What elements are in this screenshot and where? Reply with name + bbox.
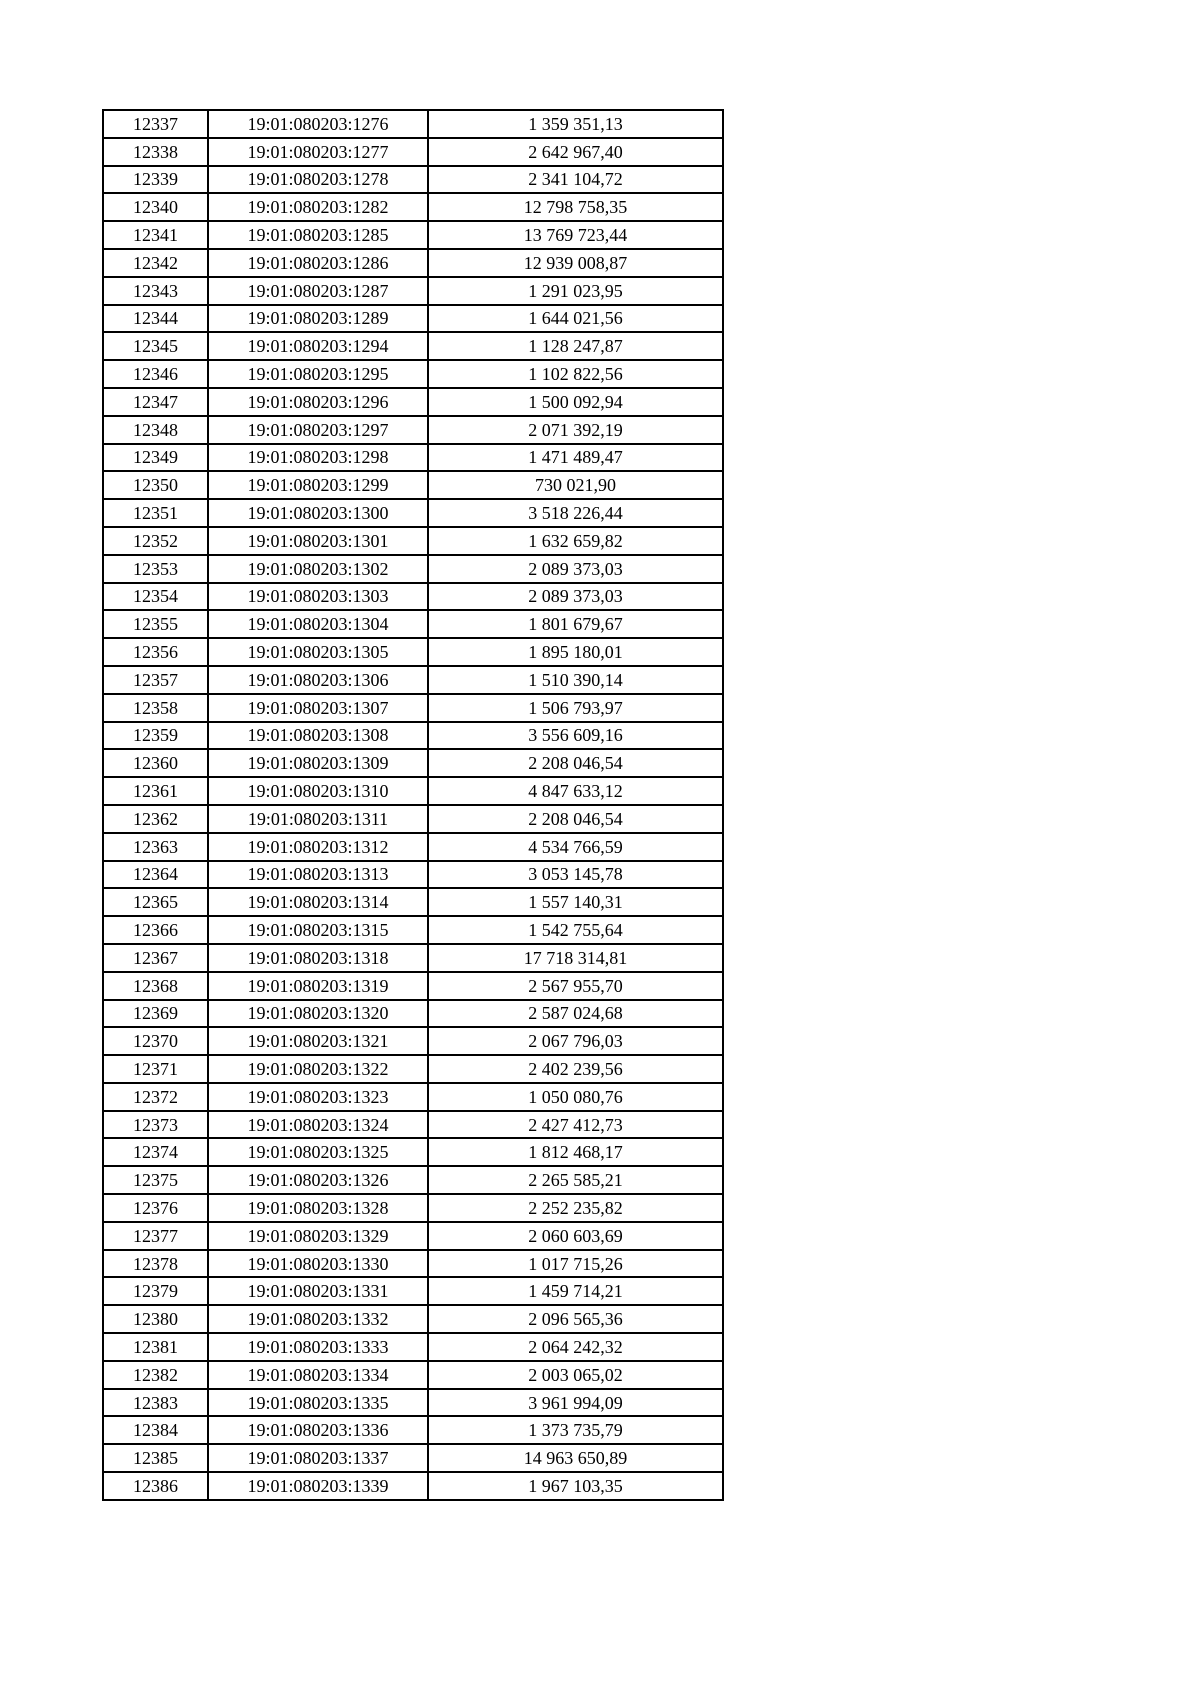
row-number-cell: 12351	[103, 499, 208, 527]
row-number-cell: 12385	[103, 1444, 208, 1472]
cadastral-number-cell: 19:01:080203:1285	[208, 221, 428, 249]
table-row	[103, 944, 723, 972]
row-number-cell: 12342	[103, 249, 208, 277]
table-row	[103, 1389, 723, 1417]
cadastral-number-cell: 19:01:080203:1326	[208, 1166, 428, 1194]
cadastral-value-cell: 1 632 659,82	[428, 527, 723, 555]
table-row	[103, 277, 723, 305]
cadastral-value-cell: 1 128 247,87	[428, 332, 723, 360]
cadastral-value-cell: 1 291 023,95	[428, 277, 723, 305]
cadastral-value-cell: 2 089 373,03	[428, 555, 723, 583]
table-row	[103, 471, 723, 499]
cadastral-number-cell: 19:01:080203:1296	[208, 388, 428, 416]
table-row	[103, 777, 723, 805]
row-number-cell: 12348	[103, 416, 208, 444]
cadastral-value-cell: 2 341 104,72	[428, 166, 723, 194]
cadastral-number-cell: 19:01:080203:1336	[208, 1416, 428, 1444]
table-row	[103, 1416, 723, 1444]
cadastral-value-cell: 3 556 609,16	[428, 722, 723, 750]
cadastral-value-cell: 2 427 412,73	[428, 1111, 723, 1139]
row-number-cell: 12354	[103, 583, 208, 611]
cadastral-number-cell: 19:01:080203:1337	[208, 1444, 428, 1472]
cadastral-value-cell: 1 050 080,76	[428, 1083, 723, 1111]
cadastral-value-cell: 12 939 008,87	[428, 249, 723, 277]
row-number-cell: 12337	[103, 110, 208, 138]
row-number-cell: 12339	[103, 166, 208, 194]
cadastral-number-cell: 19:01:080203:1282	[208, 193, 428, 221]
cadastral-number-cell: 19:01:080203:1308	[208, 722, 428, 750]
cadastral-value-cell: 2 064 242,32	[428, 1333, 723, 1361]
row-number-cell: 12340	[103, 193, 208, 221]
table-row	[103, 583, 723, 611]
cadastral-number-cell: 19:01:080203:1323	[208, 1083, 428, 1111]
cadastral-number-cell: 19:01:080203:1286	[208, 249, 428, 277]
cadastral-number-cell: 19:01:080203:1276	[208, 110, 428, 138]
table-row	[103, 527, 723, 555]
row-number-cell: 12383	[103, 1389, 208, 1417]
cadastral-value-cell: 1 644 021,56	[428, 305, 723, 333]
table-row	[103, 1055, 723, 1083]
table-row	[103, 1333, 723, 1361]
cadastral-number-cell: 19:01:080203:1304	[208, 610, 428, 638]
table-row	[103, 1000, 723, 1028]
table-row	[103, 193, 723, 221]
cadastral-number-cell: 19:01:080203:1320	[208, 1000, 428, 1028]
cadastral-number-cell: 19:01:080203:1314	[208, 888, 428, 916]
table-row	[103, 1250, 723, 1278]
table-row	[103, 1277, 723, 1305]
cadastral-value-cell: 1 102 822,56	[428, 360, 723, 388]
cadastral-number-cell: 19:01:080203:1310	[208, 777, 428, 805]
row-number-cell: 12377	[103, 1222, 208, 1250]
row-number-cell: 12359	[103, 722, 208, 750]
table-row	[103, 166, 723, 194]
row-number-cell: 12346	[103, 360, 208, 388]
cadastral-number-cell: 19:01:080203:1297	[208, 416, 428, 444]
row-number-cell: 12367	[103, 944, 208, 972]
row-number-cell: 12384	[103, 1416, 208, 1444]
row-number-cell: 12344	[103, 305, 208, 333]
table-row	[103, 666, 723, 694]
cadastral-number-cell: 19:01:080203:1333	[208, 1333, 428, 1361]
cadastral-number-cell: 19:01:080203:1330	[208, 1250, 428, 1278]
cadastral-value-table	[102, 109, 724, 1501]
cadastral-value-cell: 2 208 046,54	[428, 749, 723, 777]
cadastral-number-cell: 19:01:080203:1305	[208, 638, 428, 666]
cadastral-number-cell: 19:01:080203:1294	[208, 332, 428, 360]
row-number-cell: 12343	[103, 277, 208, 305]
cadastral-value-cell: 2 208 046,54	[428, 805, 723, 833]
table-row	[103, 861, 723, 889]
cadastral-value-cell: 2 071 392,19	[428, 416, 723, 444]
row-number-cell: 12364	[103, 861, 208, 889]
cadastral-number-cell: 19:01:080203:1306	[208, 666, 428, 694]
row-number-cell: 12352	[103, 527, 208, 555]
cadastral-number-cell: 19:01:080203:1318	[208, 944, 428, 972]
cadastral-value-cell: 17 718 314,81	[428, 944, 723, 972]
table-row	[103, 388, 723, 416]
cadastral-number-cell: 19:01:080203:1312	[208, 833, 428, 861]
cadastral-value-cell: 730 021,90	[428, 471, 723, 499]
cadastral-number-cell: 19:01:080203:1332	[208, 1305, 428, 1333]
cadastral-number-cell: 19:01:080203:1289	[208, 305, 428, 333]
row-number-cell: 12358	[103, 694, 208, 722]
table-row	[103, 555, 723, 583]
row-number-cell: 12355	[103, 610, 208, 638]
cadastral-value-cell: 1 542 755,64	[428, 916, 723, 944]
cadastral-number-cell: 19:01:080203:1299	[208, 471, 428, 499]
table-row	[103, 805, 723, 833]
cadastral-value-cell: 1 510 390,14	[428, 666, 723, 694]
row-number-cell: 12371	[103, 1055, 208, 1083]
cadastral-number-cell: 19:01:080203:1298	[208, 444, 428, 472]
row-number-cell: 12366	[103, 916, 208, 944]
table-row	[103, 305, 723, 333]
row-number-cell: 12375	[103, 1166, 208, 1194]
table-row	[103, 888, 723, 916]
row-number-cell: 12379	[103, 1277, 208, 1305]
row-number-cell: 12360	[103, 749, 208, 777]
cadastral-value-cell: 4 534 766,59	[428, 833, 723, 861]
cadastral-number-cell: 19:01:080203:1277	[208, 138, 428, 166]
row-number-cell: 12373	[103, 1111, 208, 1139]
table-row	[103, 110, 723, 138]
row-number-cell: 12349	[103, 444, 208, 472]
cadastral-value-cell: 1 506 793,97	[428, 694, 723, 722]
cadastral-number-cell: 19:01:080203:1331	[208, 1277, 428, 1305]
cadastral-value-cell: 3 961 994,09	[428, 1389, 723, 1417]
cadastral-value-cell: 1 471 489,47	[428, 444, 723, 472]
table-row	[103, 972, 723, 1000]
table-body	[103, 110, 723, 1500]
row-number-cell: 12362	[103, 805, 208, 833]
cadastral-value-cell: 14 963 650,89	[428, 1444, 723, 1472]
table-row	[103, 1305, 723, 1333]
cadastral-number-cell: 19:01:080203:1319	[208, 972, 428, 1000]
row-number-cell: 12369	[103, 1000, 208, 1028]
row-number-cell: 12356	[103, 638, 208, 666]
row-number-cell: 12353	[103, 555, 208, 583]
table-row	[103, 722, 723, 750]
cadastral-value-cell: 1 500 092,94	[428, 388, 723, 416]
table-row	[103, 638, 723, 666]
cadastral-value-cell: 2 096 565,36	[428, 1305, 723, 1333]
cadastral-number-cell: 19:01:080203:1334	[208, 1361, 428, 1389]
cadastral-value-cell: 1 812 468,17	[428, 1138, 723, 1166]
cadastral-number-cell: 19:01:080203:1321	[208, 1027, 428, 1055]
cadastral-value-cell: 3 518 226,44	[428, 499, 723, 527]
row-number-cell: 12338	[103, 138, 208, 166]
cadastral-number-cell: 19:01:080203:1335	[208, 1389, 428, 1417]
table-row	[103, 1361, 723, 1389]
table-row	[103, 138, 723, 166]
table-row	[103, 416, 723, 444]
row-number-cell: 12374	[103, 1138, 208, 1166]
cadastral-value-cell: 2 089 373,03	[428, 583, 723, 611]
table-row	[103, 749, 723, 777]
table-row	[103, 1472, 723, 1500]
row-number-cell: 12378	[103, 1250, 208, 1278]
row-number-cell: 12361	[103, 777, 208, 805]
cadastral-number-cell: 19:01:080203:1278	[208, 166, 428, 194]
row-number-cell: 12381	[103, 1333, 208, 1361]
cadastral-value-cell: 2 265 585,21	[428, 1166, 723, 1194]
cadastral-number-cell: 19:01:080203:1322	[208, 1055, 428, 1083]
cadastral-value-cell: 2 067 796,03	[428, 1027, 723, 1055]
table-row	[103, 1027, 723, 1055]
table-row	[103, 1138, 723, 1166]
cadastral-value-cell: 2 642 967,40	[428, 138, 723, 166]
table-row	[103, 1444, 723, 1472]
cadastral-value-cell: 12 798 758,35	[428, 193, 723, 221]
table-row	[103, 444, 723, 472]
row-number-cell: 12382	[103, 1361, 208, 1389]
table-row	[103, 360, 723, 388]
table-row	[103, 1194, 723, 1222]
cadastral-value-cell: 1 557 140,31	[428, 888, 723, 916]
cadastral-value-cell: 1 359 351,13	[428, 110, 723, 138]
cadastral-number-cell: 19:01:080203:1303	[208, 583, 428, 611]
cadastral-number-cell: 19:01:080203:1295	[208, 360, 428, 388]
table-row	[103, 1166, 723, 1194]
table-row	[103, 1222, 723, 1250]
row-number-cell: 12370	[103, 1027, 208, 1055]
table-row	[103, 1111, 723, 1139]
table-row	[103, 221, 723, 249]
cadastral-value-cell: 2 567 955,70	[428, 972, 723, 1000]
cadastral-value-cell: 4 847 633,12	[428, 777, 723, 805]
table-row	[103, 833, 723, 861]
cadastral-value-cell: 2 587 024,68	[428, 1000, 723, 1028]
row-number-cell: 12376	[103, 1194, 208, 1222]
table-row	[103, 499, 723, 527]
cadastral-number-cell: 19:01:080203:1309	[208, 749, 428, 777]
cadastral-number-cell: 19:01:080203:1325	[208, 1138, 428, 1166]
cadastral-number-cell: 19:01:080203:1315	[208, 916, 428, 944]
cadastral-number-cell: 19:01:080203:1287	[208, 277, 428, 305]
cadastral-value-cell: 13 769 723,44	[428, 221, 723, 249]
cadastral-value-cell: 1 459 714,21	[428, 1277, 723, 1305]
table-row	[103, 694, 723, 722]
cadastral-number-cell: 19:01:080203:1307	[208, 694, 428, 722]
cadastral-value-cell: 1 373 735,79	[428, 1416, 723, 1444]
row-number-cell: 12345	[103, 332, 208, 360]
row-number-cell: 12380	[103, 1305, 208, 1333]
row-number-cell: 12341	[103, 221, 208, 249]
table-row	[103, 332, 723, 360]
cadastral-value-cell: 2 252 235,82	[428, 1194, 723, 1222]
table-row	[103, 916, 723, 944]
row-number-cell: 12368	[103, 972, 208, 1000]
cadastral-number-cell: 19:01:080203:1300	[208, 499, 428, 527]
row-number-cell: 12372	[103, 1083, 208, 1111]
row-number-cell: 12365	[103, 888, 208, 916]
cadastral-value-cell: 1 017 715,26	[428, 1250, 723, 1278]
cadastral-value-cell: 2 060 603,69	[428, 1222, 723, 1250]
cadastral-value-cell: 1 895 180,01	[428, 638, 723, 666]
row-number-cell: 12350	[103, 471, 208, 499]
cadastral-value-cell: 1 967 103,35	[428, 1472, 723, 1500]
cadastral-number-cell: 19:01:080203:1329	[208, 1222, 428, 1250]
row-number-cell: 12386	[103, 1472, 208, 1500]
cadastral-number-cell: 19:01:080203:1313	[208, 861, 428, 889]
cadastral-number-cell: 19:01:080203:1328	[208, 1194, 428, 1222]
cadastral-number-cell: 19:01:080203:1324	[208, 1111, 428, 1139]
table-row	[103, 249, 723, 277]
row-number-cell: 12363	[103, 833, 208, 861]
row-number-cell: 12347	[103, 388, 208, 416]
table-row	[103, 610, 723, 638]
cadastral-value-cell: 2 402 239,56	[428, 1055, 723, 1083]
cadastral-number-cell: 19:01:080203:1301	[208, 527, 428, 555]
cadastral-value-cell: 1 801 679,67	[428, 610, 723, 638]
cadastral-number-cell: 19:01:080203:1339	[208, 1472, 428, 1500]
cadastral-number-cell: 19:01:080203:1302	[208, 555, 428, 583]
cadastral-value-cell: 2 003 065,02	[428, 1361, 723, 1389]
table-row	[103, 1083, 723, 1111]
row-number-cell: 12357	[103, 666, 208, 694]
cadastral-number-cell: 19:01:080203:1311	[208, 805, 428, 833]
cadastral-value-cell: 3 053 145,78	[428, 861, 723, 889]
